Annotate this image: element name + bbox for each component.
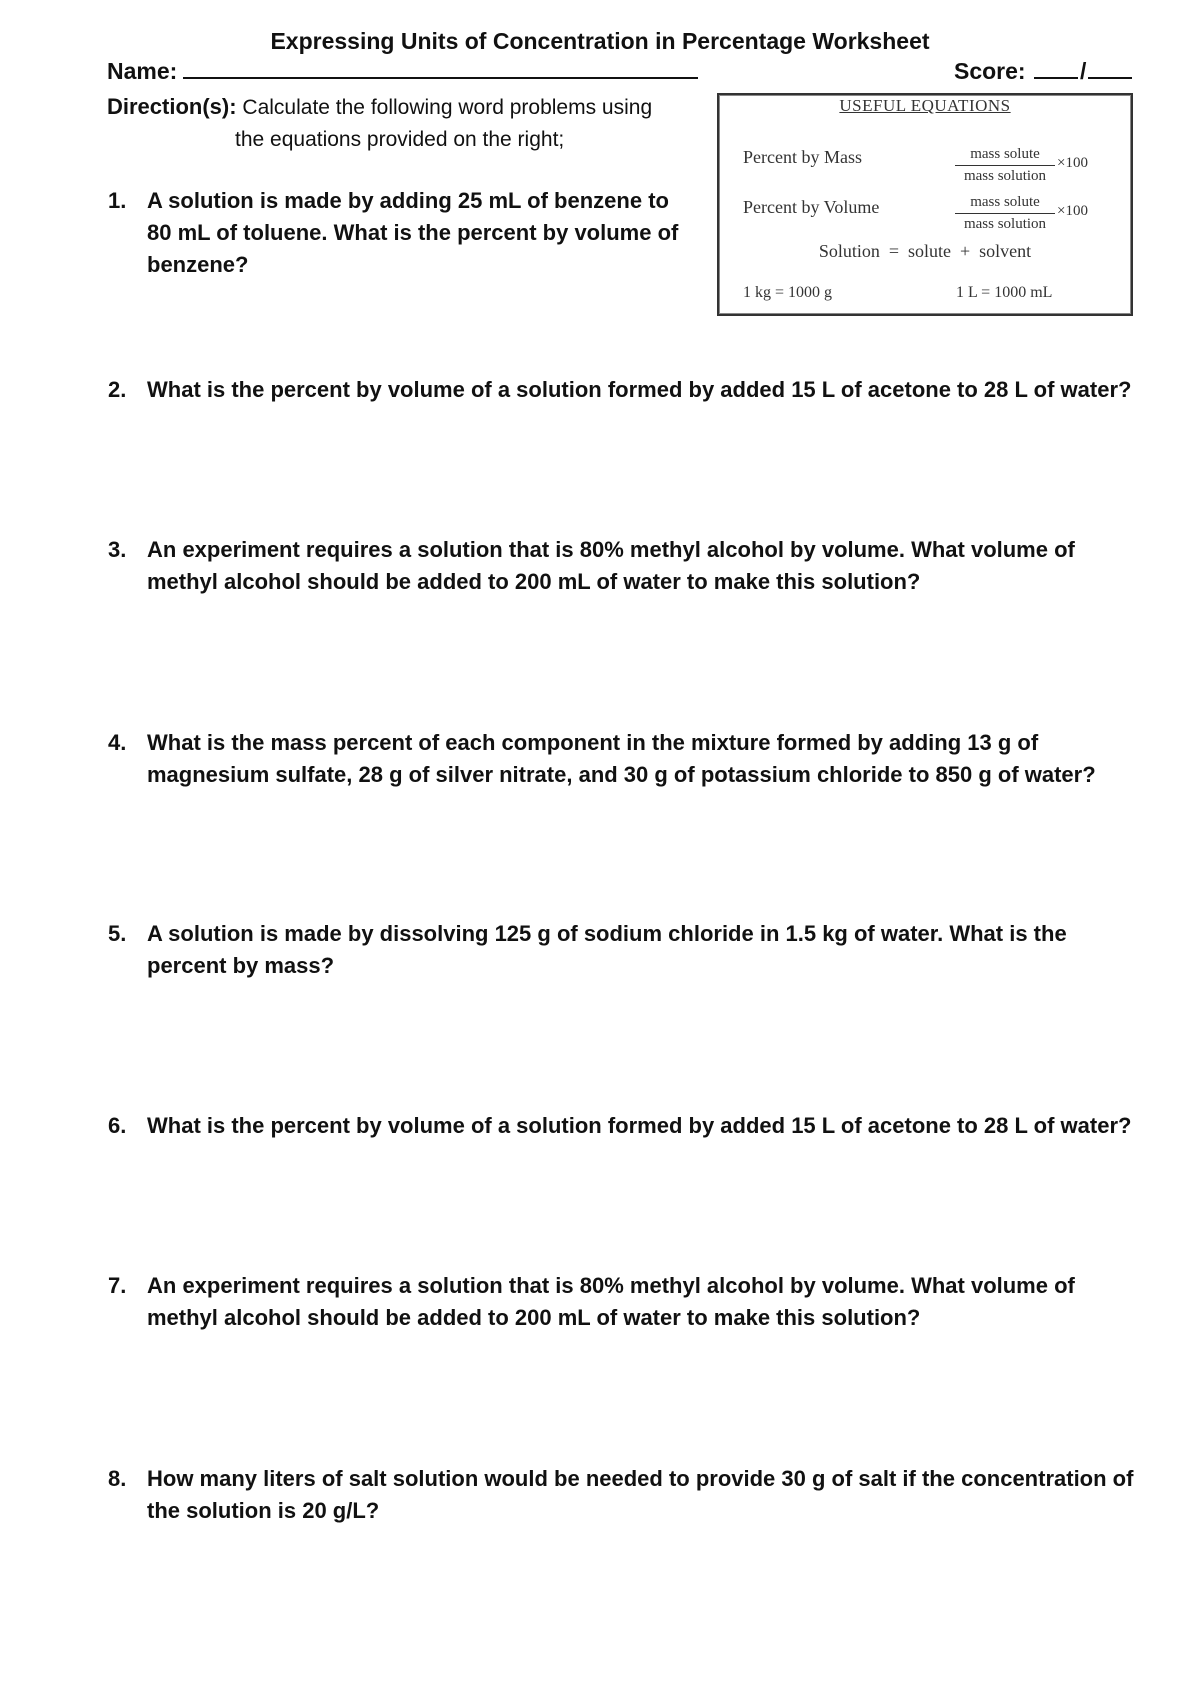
question-text: A solution is made by adding 25 mL of benzene to 80 mL of toluene. What is the percent by volume of benzene? — [147, 188, 679, 277]
percent-mass-numerator: mass solute — [970, 146, 1040, 162]
question-text: An experiment requires a solution that is 80% methyl alcohol by volume. What volume of methyl alcohol should be added to 200 mL of water to make this solution? — [147, 537, 1075, 594]
worksheet-title: Expressing Units of Concentration in Percentage Worksheet — [270, 28, 930, 54]
score-total-blank[interactable] — [1088, 59, 1132, 79]
useful-equations-box — [717, 93, 1133, 316]
score-field[interactable] — [954, 58, 1134, 85]
percent-mass-fraction — [955, 144, 1055, 186]
direction-line-1: Calculate the following word problems using — [242, 96, 653, 119]
score-separator: / — [1079, 58, 1087, 84]
question-number: 6. — [108, 1113, 127, 1138]
question-number: 8. — [108, 1466, 127, 1491]
direction-label: Direction(s): — [107, 94, 237, 119]
percent-mass-denominator: mass solution — [955, 165, 1055, 186]
question-number: 1. — [108, 188, 127, 213]
question-3 — [108, 534, 1148, 598]
percent-volume-fraction — [955, 192, 1055, 234]
score-obtained-blank[interactable] — [1034, 59, 1078, 79]
name-blank-line[interactable] — [183, 59, 698, 79]
percent-volume-multiplier: ×100 — [1057, 203, 1088, 219]
equations-title: USEFUL EQUATIONS — [839, 96, 1011, 115]
question-text: A solution is made by dissolving 125 g of sodium chloride in 1.5 kg of water. What is the percent by mass? — [147, 921, 1067, 978]
question-text: What is the mass percent of each component in the mixture formed by adding 13 g of magnesium sulfate, 28 g of silver nitrate, and 30 g of potassium chloride to 850 g of water? — [147, 730, 1096, 787]
percent-volume-numerator: mass solute — [970, 194, 1040, 210]
question-text: How many liters of salt solution would be needed to provide 30 g of salt if the concentration of the solution is 20 g/L? — [147, 1466, 1134, 1523]
score-label: Score: — [954, 58, 1026, 84]
question-5 — [108, 918, 1148, 982]
question-number: 2. — [108, 377, 127, 402]
question-number: 7. — [108, 1273, 127, 1298]
percent-volume-denominator: mass solution — [955, 213, 1055, 234]
question-7 — [108, 1270, 1148, 1334]
question-8 — [108, 1463, 1148, 1527]
solution-formula: Solution = solute + solvent — [818, 241, 1032, 261]
direction-line-2: the equations provided on the right; — [235, 128, 565, 151]
percent-mass-multiplier: ×100 — [1057, 155, 1088, 171]
question-text: An experiment requires a solution that is 80% methyl alcohol by volume. What volume of methyl alcohol should be added to 200 mL of water to make this solution? — [147, 1273, 1075, 1330]
question-number: 5. — [108, 921, 127, 946]
percent-volume-label: Percent by Volume — [743, 197, 880, 217]
name-label: Name: — [107, 58, 178, 84]
question-number: 3. — [108, 537, 127, 562]
question-1 — [108, 185, 683, 281]
percent-mass-label: Percent by Mass — [743, 147, 862, 167]
question-text: What is the percent by volume of a solution formed by added 15 L of acetone to 28 L of water? — [147, 377, 1132, 402]
conversion-kg: 1 kg = 1000 g — [743, 284, 833, 301]
name-field[interactable] — [107, 58, 698, 85]
question-2 — [108, 374, 1148, 406]
conversion-l: 1 L = 1000 mL — [956, 284, 1053, 301]
question-number: 4. — [108, 730, 127, 755]
question-6 — [108, 1110, 1148, 1142]
question-text: What is the percent by volume of a solution formed by added 15 L of acetone to 28 L of water? — [147, 1113, 1132, 1138]
directions — [107, 91, 687, 156]
question-4 — [108, 727, 1148, 791]
